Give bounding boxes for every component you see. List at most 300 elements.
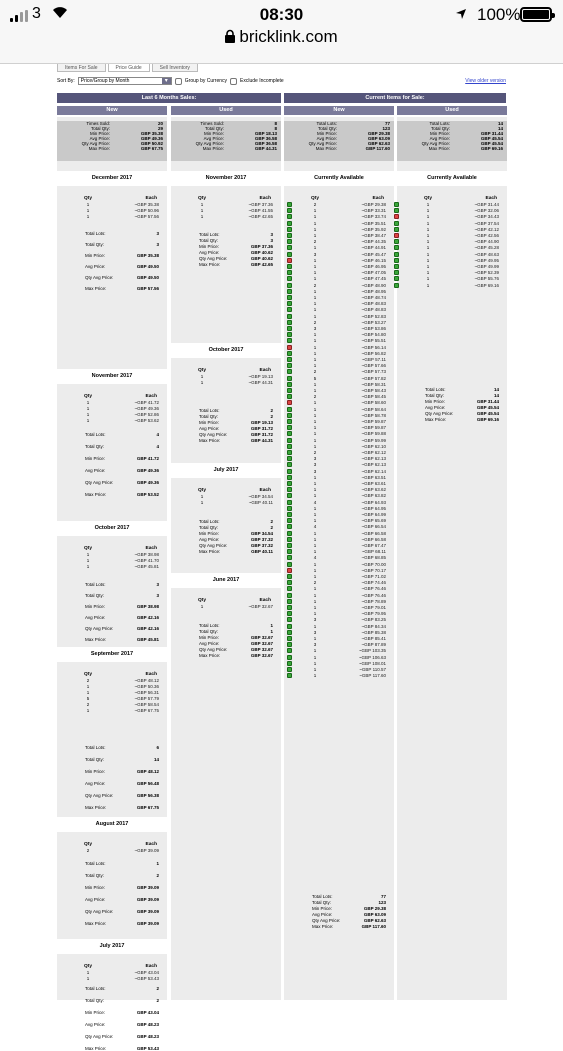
price-row [397,221,507,226]
item-qty: 1 [426,202,430,207]
summary-row [284,906,394,911]
summary-value: GBP 69.16 [480,146,503,151]
summary-row [57,275,167,280]
qty-label: Qty [84,672,92,677]
item-price: ~GBP 50.36 [134,684,159,689]
summary-row [57,909,167,914]
new-condition-icon [287,314,292,319]
price-row [397,227,507,232]
summary-row [57,757,167,762]
tab-price-guide[interactable]: Price Guide [108,64,150,72]
store-flag-icon [394,258,399,263]
price-row [284,388,394,393]
item-price: ~GBP 85.41 [361,636,386,641]
summary-value: GBP 35.38 [140,131,163,136]
item-qty: 4 [313,499,317,505]
summary-row [397,393,507,398]
price-row [284,258,394,263]
summary-key: Avg Price: [199,537,220,542]
item-price: ~GBP 46.15 [361,257,386,263]
summary-key: Min Price: [89,131,110,136]
exclude-incomplete-checkbox[interactable] [230,78,237,85]
item-price: ~GBP 56.82 [361,350,386,356]
summary-key: Total Lots: [85,861,106,866]
price-row [284,512,394,517]
summary-row [171,549,281,554]
price-row [57,406,167,411]
summary-value: 123 [378,900,386,905]
summary-value: GBP 117.60 [361,924,386,929]
item-qty: 1 [313,301,317,307]
price-row [284,227,394,232]
summary-value: 3 [270,238,273,243]
each-label: Each [145,196,157,201]
new-condition-icon [287,506,292,511]
item-price: ~GBP 62.12 [361,450,386,455]
price-row [284,245,394,250]
price-row [284,655,394,660]
new-condition-icon [287,264,292,269]
qty-label: Qty [198,368,206,373]
summary-key: Total Qty: [85,444,105,449]
price-row [171,208,281,213]
store-flag-icon [394,245,399,250]
item-price: ~GBP 110.57 [359,667,386,672]
price-row [284,549,394,554]
location-arrow-icon [455,8,467,20]
item-qty: 1 [313,295,317,300]
summary-value: GBP 35.38 [136,253,159,258]
new-condition-icon [287,593,292,598]
new-condition-icon [287,357,292,362]
item-qty: 1 [313,543,317,548]
item-qty: 1 [200,202,204,207]
price-row [284,537,394,542]
price-row [284,506,394,511]
item-price: ~GBP 29.38 [361,202,386,207]
price-row [284,320,394,325]
item-qty: 1 [313,406,317,412]
item-qty: 1 [426,257,430,263]
price-row [284,444,394,449]
new-condition-icon [287,388,292,393]
item-price: ~GBP 64.93 [361,499,386,505]
new-condition-icon [287,586,292,591]
summary-key: Qty Avg Price: [199,543,228,548]
price-row [284,283,394,288]
summary-row [397,146,507,151]
item-qty: 1 [313,660,317,666]
sort-controls [57,74,506,88]
summary-row [57,582,167,587]
new-condition-icon [287,562,292,567]
url-text: bricklink.com [239,27,338,46]
new-condition-icon [287,239,292,244]
price-row [397,202,507,207]
summary-value: GBP 49.50 [136,264,159,269]
item-price: ~GBP 68.85 [361,555,386,561]
item-qty: 1 [313,257,317,263]
summary-row [284,894,394,899]
item-price: ~GBP 48.12 [134,678,159,683]
summary-key: Total Lots: [85,432,106,437]
price-row [284,413,394,418]
currently-available-header: Currently Available [397,171,507,186]
summary-value: GBP 57.56 [136,286,159,291]
item-price: ~GBP 42.12 [474,226,499,232]
item-price: ~GBP 48.83 [361,307,386,313]
item-price: ~GBP 57.66 [361,363,386,369]
item-price: ~GBP 49.95 [474,257,499,263]
address-bar[interactable] [0,27,563,47]
summary-value: GBP 45.54 [480,141,503,146]
lock-icon [225,30,235,43]
item-qty: 1 [313,425,317,431]
new-condition-icon [287,431,292,436]
summary-key: Min Price: [425,399,446,404]
col-used-current: Used [397,106,507,115]
item-price: ~GBP 37.54 [474,220,499,226]
new-condition-icon [287,605,292,610]
summary-key: Total Lots: [199,232,220,237]
group-by-currency-label: Group by Currency [184,78,228,84]
summary-row [57,793,167,798]
last-6-months-header: Last 6 Months Sales: [57,93,281,103]
price-row [284,202,394,207]
item-price: ~GBP 58.60 [361,400,386,406]
price-row [284,289,394,294]
price-row [284,438,394,443]
item-qty: 1 [313,512,317,517]
price-row [397,214,507,219]
summary-value: 4 [156,432,159,437]
item-qty: 1 [313,636,317,641]
summary-key: Max Price: [85,921,107,926]
qty-label: Qty [84,196,92,201]
summary-key: Total Qty: [317,126,337,131]
item-qty: 1 [426,251,430,257]
summary-value: GBP 48.12 [136,769,159,774]
summary-key: Avg Price: [429,136,450,141]
item-price: ~GBP 41.55 [248,208,273,213]
summary-key: Total Qty: [85,593,105,598]
summary-key: Min Price: [199,420,220,425]
item-qty: 1 [86,406,90,411]
new-condition-icon [287,661,292,666]
price-row [171,604,281,609]
item-price: ~GBP 42.56 [474,233,499,238]
summary-value: 20 [157,121,163,126]
item-qty: 4 [313,524,317,530]
price-row [284,394,394,399]
qty-label: Qty [198,598,206,603]
summary-value: 3 [156,582,159,587]
sort-select[interactable]: Price/Group by Month ▾ [78,77,172,85]
summary-key: Qty Avg Price: [81,141,110,146]
price-row [284,673,394,678]
item-price: ~GBP 66.58 [361,536,386,542]
item-price: ~GBP 71.02 [361,574,386,579]
month-header: October 2017 [171,343,281,358]
item-qty: 1 [426,226,430,232]
price-guide-page [0,64,563,1051]
item-qty: 1 [313,338,317,344]
summary-value: GBP 29.38 [363,906,386,911]
price-row [284,531,394,536]
summary-key: Min Price: [203,131,224,136]
item-price: ~GBP 67.47 [361,543,386,548]
tab-sell-inventory[interactable]: Sell Inventory [152,64,198,72]
item-qty: 1 [313,431,317,437]
price-row [284,456,394,461]
summary-value: GBP 48.23 [136,1022,159,1027]
summary-value: GBP 44.31 [250,438,273,443]
item-price: ~GBP 46.95 [361,264,386,269]
item-qty: 1 [313,437,317,443]
summary-value: 14 [493,387,499,392]
new-condition-icon [287,648,292,653]
item-price: ~GBP 76.46 [361,586,386,592]
ios-status-bar [0,0,563,64]
item-qty: 1 [313,586,317,592]
summary-value: 2 [270,519,273,524]
summary-key: Avg Price: [89,136,110,141]
summary-row [57,805,167,810]
item-price: ~GBP 52.86 [134,412,159,417]
item-qty: 2 [313,369,317,375]
new-condition-icon [287,549,292,554]
item-qty: 1 [313,388,317,393]
summary-key: Total Lots: [85,231,106,236]
current-items-header: Current Items for Sale: [284,93,506,103]
store-flag-icon [394,227,399,232]
summary-key: Avg Price: [203,136,224,141]
summary-value: GBP 42.16 [136,615,159,620]
qty-label: Qty [84,546,92,551]
used-condition-icon [287,258,292,263]
summary-box [397,121,507,161]
item-qty: 3 [313,456,317,462]
summary-value: GBP 34.54 [250,531,273,536]
summary-value: GBP 50.92 [140,141,163,146]
summary-value: GBP 40.11 [251,549,273,554]
summary-value: GBP 40.62 [250,256,273,261]
item-qty: 1 [86,412,90,417]
new-condition-icon [287,537,292,542]
summary-key: Total Lots: [312,894,333,899]
summary-key: Max Price: [85,1046,107,1051]
summary-key: Qty Avg Price: [85,1034,114,1039]
price-row [284,475,394,480]
summary-key: Max Price: [199,262,221,267]
item-qty: 1 [86,976,90,981]
summary-key: Qty Avg Price: [85,793,114,798]
carrier-label: 3 [32,5,41,22]
item-price: ~GBP 66.54 [361,524,386,530]
summary-value: 3 [156,593,159,598]
price-row [284,593,394,598]
new-condition-icon [287,425,292,430]
item-price: ~GBP 48.83 [361,301,386,307]
price-row [284,431,394,436]
each-label: Each [372,196,384,201]
summary-value: 2 [270,408,273,413]
item-price: ~GBP 108.01 [358,660,386,666]
summary-value: GBP 18.13 [254,131,277,136]
new-condition-icon [287,407,292,412]
item-qty: 3 [313,462,317,468]
item-price: ~GBP 52.83 [361,313,386,319]
summary-row [57,885,167,890]
store-flag-icon [394,270,399,275]
group-by-currency-checkbox[interactable] [175,78,182,85]
price-row [397,264,507,269]
item-qty: 1 [313,611,317,617]
summary-key: Avg Price: [85,897,106,902]
item-price: ~GBP 58.78 [361,412,386,418]
price-row [284,301,394,306]
summary-key: Max Price: [85,492,107,497]
summary-value: 2 [270,525,273,530]
price-row [397,233,507,238]
item-price: ~GBP 47.45 [361,276,386,282]
new-current-column [284,117,394,1000]
item-price: ~GBP 58.64 [361,406,386,412]
summary-key: Min Price: [85,253,106,258]
item-qty: 1 [313,288,317,294]
each-label: Each [145,842,157,847]
item-price: ~GBP 33.74 [361,214,386,220]
item-price: ~GBP 48.95 [361,288,386,294]
new-condition-icon [287,332,292,337]
item-price: ~GBP 67.75 [134,708,159,713]
price-row [284,400,394,405]
item-qty: 1 [313,481,317,486]
summary-row [57,593,167,598]
item-qty: 1 [313,233,317,238]
summary-key: Total Qty: [85,757,105,762]
qty-label: Qty [84,842,92,847]
summary-key: Max Price: [88,146,110,151]
price-row [284,345,394,350]
sort-label: Sort By: [57,78,75,84]
price-row [284,376,394,381]
price-row [284,307,394,312]
price-row [284,617,394,622]
summary-key: Total Lots: [85,582,106,587]
summary-key: Max Price: [428,146,450,151]
summary-value: GBP 67.75 [140,146,163,151]
summary-value: GBP 41.72 [136,456,159,461]
item-price: ~GBP 62.13 [361,462,386,468]
item-price: ~GBP 50.96 [134,208,159,213]
store-flag-icon [394,264,399,269]
item-qty: 3 [313,468,317,474]
item-price: ~GBP 85.38 [361,629,386,635]
item-price: ~GBP 83.25 [361,617,386,623]
store-flag-icon [394,233,399,238]
summary-box [284,121,394,161]
summary-value: 8 [274,121,277,126]
store-flag-icon [394,202,399,207]
summary-value: GBP 36.58 [254,136,277,141]
item-price: ~GBP 35.38 [134,202,159,207]
item-price: ~GBP 54.80 [361,332,386,338]
each-label: Each [145,394,157,399]
summary-row [171,432,281,437]
month-header: December 2017 [57,171,167,186]
summary-row [57,637,167,642]
summary-key: Total Lots: [85,745,106,750]
new-condition-icon [287,599,292,604]
new-condition-icon [287,252,292,257]
summary-row [57,286,167,291]
summary-row [284,146,394,151]
summary-key: Total Qty: [90,126,110,131]
new-condition-icon [287,450,292,455]
price-row [171,214,281,219]
summary-key: Qty Avg Price: [421,141,450,146]
item-price: ~GBP 31.44 [474,202,499,207]
item-qty: 4 [313,555,317,561]
summary-value: GBP 31.44 [476,399,499,404]
summary-key: Qty Avg Price: [85,626,114,631]
new-condition-icon [287,630,292,635]
new-condition-icon [287,518,292,523]
item-qty: 1 [313,208,317,214]
summary-key: Avg Price: [85,264,106,269]
item-price: ~GBP 48.74 [361,295,386,300]
item-qty: 1 [313,264,317,269]
new-condition-icon [287,636,292,641]
summary-row [284,900,394,905]
item-qty: 1 [313,667,317,672]
used-condition-icon [287,345,292,350]
item-qty: 1 [313,226,317,232]
tab-items-for-sale[interactable]: Items For Sale [57,64,106,72]
new-condition-icon [287,655,292,660]
summary-row [57,986,167,991]
item-qty: 3 [313,642,317,648]
summary-key: Min Price: [199,635,220,640]
price-row [57,708,167,713]
view-older-version-link[interactable]: View older version [465,78,506,84]
item-price: ~GBP 65.69 [361,518,386,524]
item-qty: 5 [313,375,317,381]
summary-value: 8 [274,126,277,131]
summary-value: GBP 37.32 [250,537,273,542]
item-qty: 1 [313,505,317,511]
item-price: ~GBP 44.91 [361,245,386,251]
summary-key: Total Qty: [425,393,445,398]
summary-key: Max Price: [199,438,221,443]
item-qty: 3 [313,251,317,257]
item-qty: 1 [313,487,317,493]
month-header: November 2017 [57,369,167,384]
price-row [284,462,394,467]
price-row [284,450,394,455]
item-qty: 1 [313,530,317,536]
summary-row [171,408,281,413]
store-flag-icon [394,239,399,244]
summary-value: GBP 40.62 [250,250,273,255]
summary-row [57,615,167,620]
new-condition-icon [287,611,292,616]
new-condition-icon [287,438,292,443]
item-price: ~GBP 64.95 [361,505,386,511]
item-price: ~GBP 70.17 [361,567,386,573]
new-condition-icon [287,574,292,579]
